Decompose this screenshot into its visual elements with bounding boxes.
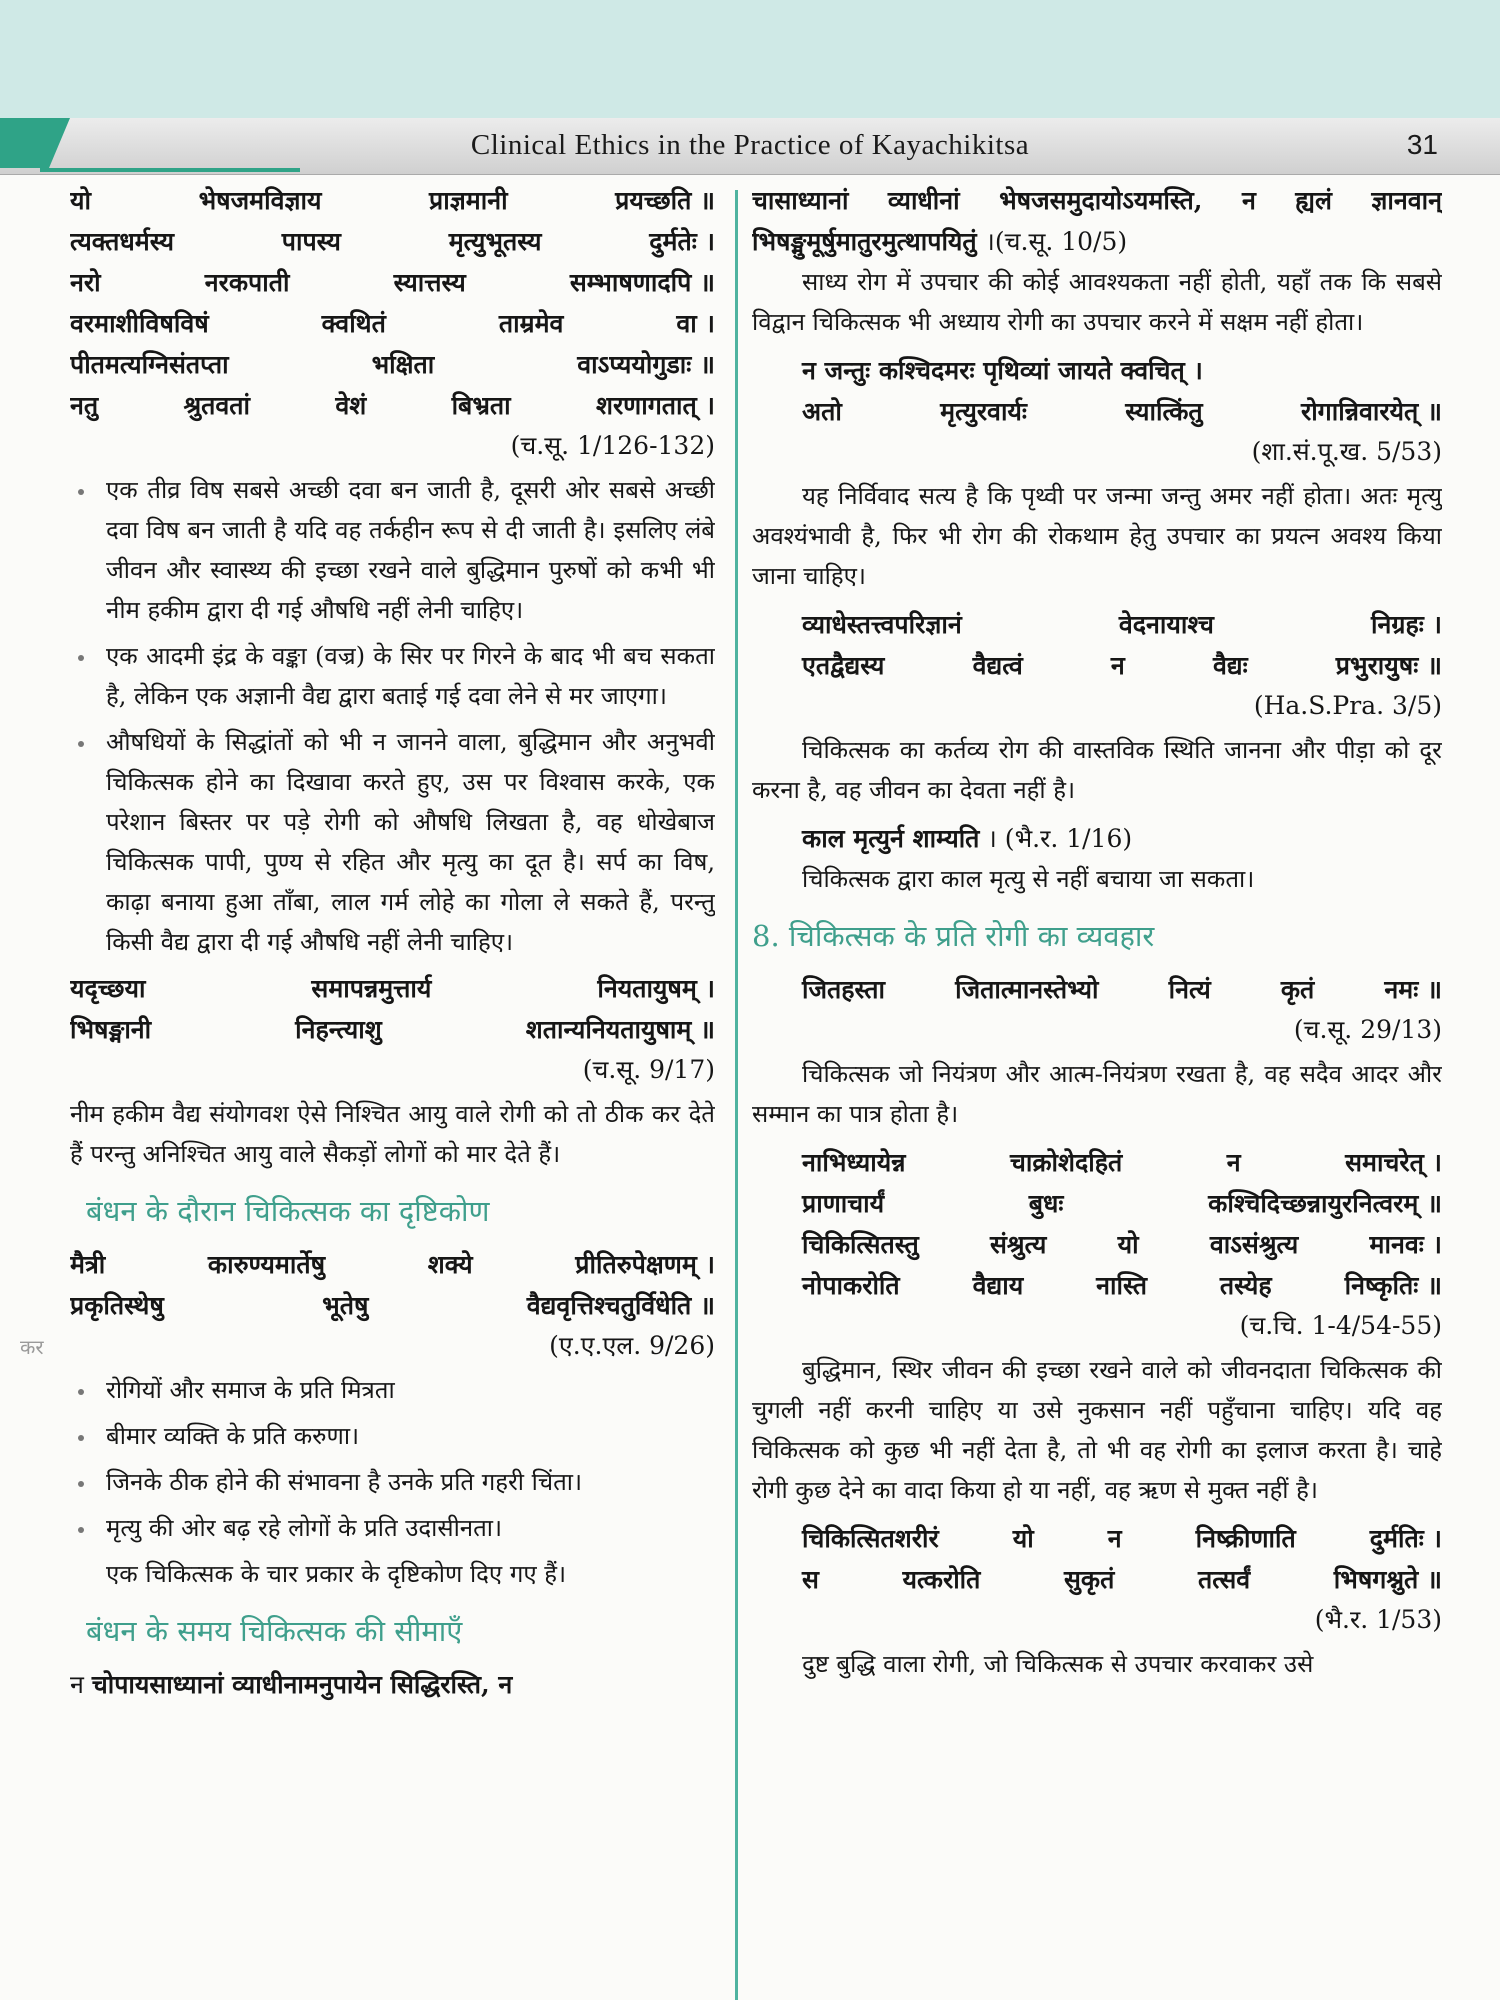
section-heading: बंधन के दौरान चिकित्सक का दृष्टिकोण — [86, 1194, 490, 1228]
column-divider — [735, 190, 738, 2000]
verse-word: ताम्रमेव — [498, 309, 564, 338]
verse-word: जितात्मानस्तेभ्यो — [955, 975, 1099, 1004]
verse-word: नोपाकरोति — [802, 1271, 900, 1300]
verse-reference: (च.चि. 1-4/54-55) — [1239, 1311, 1442, 1340]
verse-line — [70, 1244, 715, 1285]
verse-word: वैद्याय — [972, 1271, 1024, 1300]
verse-word: प्राज्ञमानी — [429, 186, 508, 215]
sanskrit-text: चासाध्यानां व्याधीनां भेषजसमुदायोऽयमस्ति, न ह्यलं ज्ञानवान् भिषङ्मुमूर्षुमातुरमुत्थापयितुं — [752, 186, 1442, 256]
verse-word: भक्षिता — [371, 350, 435, 379]
verse-line — [70, 221, 715, 262]
verse-word: कृतं — [1280, 975, 1315, 1004]
verse-word: नरकपाती — [204, 268, 290, 297]
verse-line — [70, 344, 715, 385]
verse-word: मानवः । — [1369, 1230, 1442, 1259]
verse-word: वेशं — [335, 391, 367, 420]
bullet-item: एक तीव्र विष सबसे अच्छी दवा बन जाती है, दूसरी ओर सबसे अच्छी दवा विष बन जाती है यदि वह तर्कहीन रूप से दी जाती है। इसलिए लंबे जीवन और स्वास्थ्य की इच्छा रखने वाले बुद्धिमान पुरुषों को कभी भी नीम हकीम द्वारा दी गई औषधि नहीं लेनी चाहिए। — [70, 470, 715, 630]
sanskrit-verse — [752, 604, 1442, 686]
sanskrit-text: चोपायसाध्यानां व्याधीनामनुपायेन सिद्धिरस्ति, न — [91, 1670, 513, 1699]
verse-line — [70, 968, 715, 1009]
verse-reference: (Ha.S.Pra. 3/5) — [1253, 691, 1442, 720]
verse-word: शक्ये — [427, 1250, 473, 1279]
verse-word: प्रयच्छति ॥ — [615, 186, 715, 215]
paragraph: नीम हकीम वैद्य संयोगवश ऐसे निश्चित आयु वाले रोगी को तो ठीक कर देते हैं परन्तु अनिश्चित आयु वाले सैकड़ों लोगों को मार देते हैं। — [70, 1100, 715, 1168]
verse-word: यदृच्छया — [70, 974, 146, 1003]
verse-word: वेदनायाश्च — [1118, 610, 1214, 639]
sanskrit-verse — [70, 968, 715, 1050]
running-header-title: Clinical Ethics in the Practice of Kayachikitsa — [470, 129, 1030, 161]
verse-line — [70, 1285, 715, 1326]
verse-reference: (शा.सं.पू.ख. 5/53) — [1251, 437, 1442, 466]
verse-word: पीतमत्यग्निसंतप्ता — [70, 350, 229, 379]
verse-line — [802, 1183, 1442, 1224]
verse-word: न — [1110, 651, 1125, 680]
verse-word: भिषङ्मानी — [70, 1015, 152, 1044]
top-color-band — [0, 0, 1500, 118]
paragraph: यह निर्विवाद सत्य है कि पृथ्वी पर जन्मा जन्तु अमर नहीं होता। अतः मृत्यु अवश्यंभावी है, फिर भी रोग की रोकथाम हेतु उपचार का प्रयत्न अवश्य किया जाना चाहिए। — [752, 482, 1442, 590]
bullet-item: औषधियों के सिद्धांतों को भी न जानने वाला, बुद्धिमान और अनुभवी चिकित्सक होने का दिखावा करते हुए, उस पर विश्वास करके, एक परेशान बिस्तर पर पड़े रोगी को औषधि लिखता है, वह धोखेबाज चिकित्सक पापी, पुण्य से रहित और मृत्यु का दूत है। सर्प का विष, काढ़ा बनाया हुआ ताँबा, लाल गर्म लोहे का गोला ले सकते हैं, परन्तु किसी वैद्य द्वारा दी गई औषधि नहीं लेनी चाहिए। — [70, 722, 715, 962]
verse-reference: ।(च.सू. 10/5) — [985, 227, 1128, 256]
verse-word: जितहस्ता — [802, 975, 886, 1004]
verse-word: प्रीतिरुपेक्षणम् । — [575, 1250, 715, 1279]
verse-word: यत्करोति — [902, 1565, 981, 1594]
verse-word: चाक्रोशेदहितं — [1010, 1148, 1123, 1177]
verse-word: नास्ति — [1096, 1271, 1147, 1300]
verse-word: नियतायुषम् । — [597, 974, 715, 1003]
bullet-item: रोगियों और समाज के प्रति मित्रता — [70, 1370, 715, 1410]
verse-word: चिकित्सितस्तु — [802, 1230, 919, 1259]
verse-word: निग्रहः । — [1371, 610, 1442, 639]
verse-word: न — [1107, 1524, 1122, 1553]
verse-word: प्राणाचार्यं — [802, 1189, 885, 1218]
verse-word: मृत्युभूतस्य — [448, 227, 542, 256]
verse-word: निहन्त्याशु — [295, 1015, 382, 1044]
verse-word: यो — [70, 186, 91, 215]
verse-reference: (ए.ए.एल. 9/26) — [549, 1331, 715, 1360]
verse-word: वैद्यवृत्तिश्चतुर्विधेति ॥ — [526, 1291, 715, 1320]
verse-line — [70, 180, 715, 221]
verse-word: कश्चिदिच्छन्नायुरनित्वरम् ॥ — [1208, 1189, 1442, 1218]
verse-word: प्रकृतिस्थेषु — [70, 1291, 164, 1320]
verse-word: श्रुतवतां — [183, 391, 251, 420]
verse-word: निष्कृतिः ॥ — [1344, 1271, 1442, 1300]
verse-word: सम्भाषणादपि ॥ — [569, 268, 715, 297]
page-number: 31 — [1406, 129, 1438, 160]
sanskrit-text: काल मृत्युर्न शाम्यति — [802, 824, 980, 853]
paragraph: एक चिकित्सक के चार प्रकार के दृष्टिकोण दिए गए हैं। — [106, 1560, 567, 1588]
verse-word: नतु — [70, 391, 99, 420]
verse-line — [70, 262, 715, 303]
verse-word: वैद्यत्वं — [972, 651, 1023, 680]
verse-word: वाऽसंश्रुत्य — [1209, 1230, 1299, 1259]
bullet-item: जिनके ठीक होने की संभावना है उनके प्रति गहरी चिंता। — [70, 1462, 715, 1502]
bullet-item: मृत्यु की ओर बढ़ रहे लोगों के प्रति उदासीनता। — [70, 1508, 715, 1548]
verse-word: संश्रुत्य — [990, 1230, 1047, 1259]
verse-word: क्वथितं — [321, 309, 386, 338]
verse-word: भूतेषु — [322, 1291, 369, 1320]
verse-word: समापन्नमुत्तार्य — [311, 974, 432, 1003]
verse-line — [802, 391, 1442, 432]
verse-line — [802, 1518, 1442, 1559]
sanskrit-verse — [70, 1244, 715, 1326]
verse-line — [802, 645, 1442, 686]
sanskrit-line — [70, 1664, 715, 1705]
verse-word: दुर्मतिः । — [1369, 1524, 1442, 1553]
verse-line — [802, 1265, 1442, 1306]
verse-word: वा । — [676, 309, 715, 338]
sanskrit-verse — [752, 1518, 1442, 1600]
sanskrit-prose — [752, 180, 1442, 262]
line-prefix: न — [70, 1670, 84, 1699]
bullet-item: एक आदमी इंद्र के वङ्का (वज्र) के सिर पर गिरने के बाद भी बच सकता है, लेकिन एक अज्ञानी वैद्य द्वारा बताई गई दवा लेने से मर जाएगा। — [70, 636, 715, 716]
verse-word: नरो — [70, 268, 101, 297]
bullet-list — [70, 1370, 715, 1548]
sanskrit-verse — [752, 1142, 1442, 1306]
verse-word: मैत्री — [70, 1250, 106, 1279]
verse-word: वाऽप्ययोगुडाः ॥ — [577, 350, 715, 379]
verse-word: नित्यं — [1168, 975, 1211, 1004]
verse-word: व्याधेस्तत्त्वपरिज्ञानं — [802, 610, 962, 639]
verse-word: न जन्तुः कश्चिदमरः पृथिव्यां जायते क्वचित् । — [802, 356, 1203, 385]
verse-word: न — [1226, 1148, 1241, 1177]
verse-word: नाभिध्यायेन्न — [802, 1148, 906, 1177]
right-column — [752, 180, 1442, 1995]
verse-word: तस्येह — [1219, 1271, 1272, 1300]
verse-reference: (भै.र. 1/53) — [1314, 1605, 1442, 1634]
verse-word: एतद्वैद्यस्य — [802, 651, 885, 680]
verse-word: भिषगश्नुते ॥ — [1333, 1565, 1442, 1594]
paragraph: बुद्धिमान, स्थिर जीवन की इच्छा रखने वाले को जीवनदाता चिकित्सक की चुगली नहीं करनी चाहिए या उसे नुकसान नहीं पहुँचाना चाहिए। यदि वह चिकित्सक को कुछ भी नहीं देता है, तो भी वह रोगी का इलाज करता है। चाहे रोगी कुछ देने का वादा किया हो या नहीं, वह ऋण से मुक्त नहीं है। — [752, 1356, 1442, 1504]
verse-reference: (च.सू. 29/13) — [1293, 1015, 1442, 1044]
verse-word: स — [802, 1565, 819, 1594]
sanskrit-verse — [752, 350, 1442, 432]
left-column — [70, 180, 715, 1995]
verse-word: स्यात्किंतु — [1125, 397, 1203, 426]
verse-word: मृत्युरवार्यः — [940, 397, 1027, 426]
verse-word: दुर्मतेः । — [649, 227, 715, 256]
verse-word: निष्क्रीणाति — [1195, 1524, 1296, 1553]
verse-line — [70, 1009, 715, 1050]
verse-line — [70, 385, 715, 426]
paragraph: चिकित्सक जो नियंत्रण और आत्म-नियंत्रण रखता है, वह सदैव आदर और सम्मान का पात्र होता है। — [752, 1060, 1442, 1128]
verse-word: अतो — [802, 397, 842, 426]
verse-word: वैद्यः — [1212, 651, 1248, 680]
verse-word: तत्सर्वं — [1197, 1565, 1251, 1594]
verse-word: कारुण्यमार्तेषु — [207, 1250, 326, 1279]
header-teal-rule — [40, 168, 300, 172]
verse-word: प्रभुरायुषः ॥ — [1335, 651, 1442, 680]
verse-word: चिकित्सितशरीरं — [802, 1524, 939, 1553]
paragraph: चिकित्सक का कर्तव्य रोग की वास्तविक स्थिति जानना और पीड़ा को दूर करना है, वह जीवन का देवता नहीं है। — [752, 736, 1442, 804]
verse-word: सुकृतं — [1064, 1565, 1115, 1594]
verse-reference: (च.सू. 9/17) — [582, 1055, 715, 1084]
section-heading: 8. चिकित्सक के प्रति रोगी का व्यवहार — [752, 919, 1155, 953]
verse-word: भेषजमविज्ञाय — [198, 186, 322, 215]
verse-word: यो — [1012, 1524, 1034, 1553]
verse-line — [802, 969, 1442, 1010]
verse-reference: । (भै.र. 1/16) — [987, 824, 1133, 853]
verse-word: त्यक्तधर्मस्य — [70, 227, 174, 256]
margin-faded-text: कर — [20, 1335, 44, 1359]
verse-line — [802, 604, 1442, 645]
verse-line — [802, 350, 1442, 391]
verse-word: शरणागतात् । — [595, 391, 715, 420]
verse-line — [802, 1142, 1442, 1183]
verse-word: बिभ्रता — [451, 391, 511, 420]
sanskrit-verse — [752, 969, 1442, 1010]
verse-word: समाचरेत् । — [1345, 1148, 1442, 1177]
bullet-list — [70, 470, 715, 962]
paragraph: दुष्ट बुद्धि वाला रोगी, जो चिकित्सक से उपचार करवाकर उसे — [802, 1650, 1314, 1678]
paragraph: चिकित्सक द्वारा काल मृत्यु से नहीं बचाया जा सकता। — [802, 865, 1255, 893]
verse-word: यो — [1117, 1230, 1139, 1259]
bullet-item: बीमार व्यक्ति के प्रति करुणा। — [70, 1416, 715, 1456]
verse-line — [802, 1559, 1442, 1600]
section-heading: बंधन के समय चिकित्सक की सीमाएँ — [86, 1614, 463, 1648]
paragraph: साध्य रोग में उपचार की कोई आवश्यकता नहीं होती, यहाँ तक कि सबसे विद्वान चिकित्सक भी अध्याय रोगी का उपचार करने में सक्षम नहीं होता। — [752, 268, 1442, 336]
verse-word: शतान्यनियतायुषाम् ॥ — [525, 1015, 715, 1044]
verse-word: वरमाशीविषविषं — [70, 309, 209, 338]
verse-line — [70, 303, 715, 344]
verse-reference: (च.सू. 1/126-132) — [510, 431, 715, 460]
verse-word: नमः ॥ — [1384, 975, 1442, 1004]
sanskrit-verse — [70, 180, 715, 426]
verse-word: बुधः — [1028, 1189, 1064, 1218]
verse-word: स्यात्तस्य — [393, 268, 466, 297]
verse-line — [802, 1224, 1442, 1265]
verse-word: रोगान्निवारयेत् ॥ — [1300, 397, 1442, 426]
sanskrit-line — [752, 818, 1442, 859]
verse-word: पापस्य — [281, 227, 341, 256]
